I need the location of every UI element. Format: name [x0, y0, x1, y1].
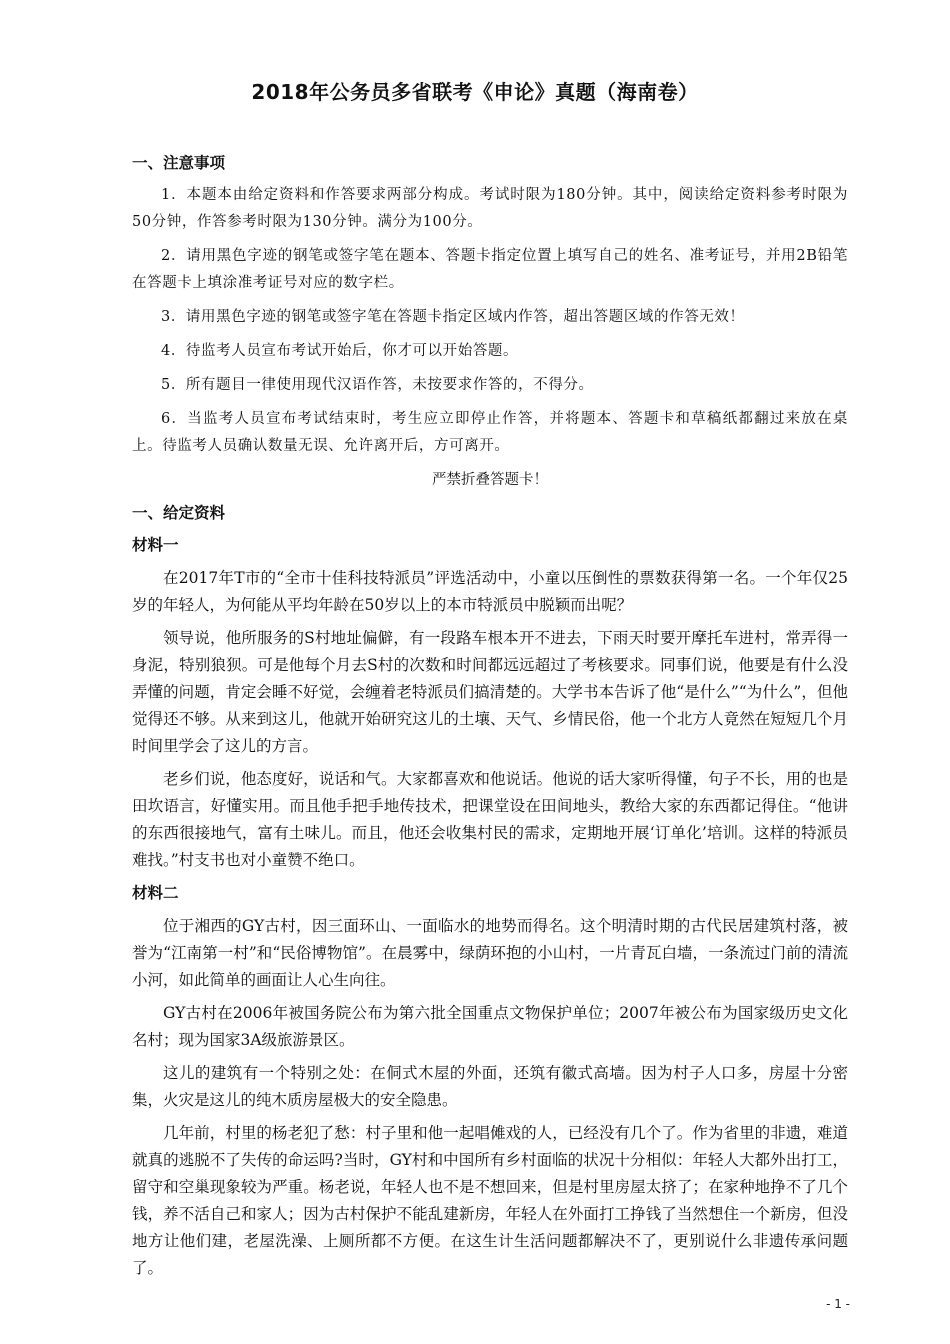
document-body: [132, 150, 848, 1288]
notes-heading: 一、注意事项: [132, 154, 226, 172]
materials-heading: 一、给定资料: [132, 504, 226, 522]
note-item: 5．所有题目一律使用现代汉语作答，未按要求作答的，不得分。: [161, 377, 594, 393]
document-title: 2018年公务员多省联考《申论》真题（海南卷）: [251, 80, 699, 104]
note-item: 2．请用黑色字迹的钢笔或签字笔在题本、答题卡指定位置上填写自己的姓名、准考证号，并用2B铅笔在答题卡上填涂准考证号对应的数字栏。: [132, 248, 848, 291]
material-1-paragraph: 在2017年T市的“全市十佳科技特派员”评选活动中，小童以压倒性的票数获得第一名。一个年仅25岁的年轻人，为何能从平均年龄在50岁以上的本市特派员中脱颖而出呢？: [132, 569, 848, 614]
material-1-heading: 材料一: [132, 536, 179, 554]
material-1-paragraph: 老乡们说，他态度好，说话和气。大家都喜欢和他说话。他说的话大家听得懂，句子不长，用的也是田坎语言，好懂实用。而且他手把手地传技术，把课堂设在田间地头，教给大家的东西都记得住。“他讲的东西很接地气，富有土味儿。而且，他还会收集村民的需求，定期地开展‘订单化’培训。这样的特派员难找。”村支书也对小童赞不绝口。: [132, 770, 848, 869]
material-2-paragraph: 这儿的建筑有一个特别之处：在侗式木屋的外面，还筑有徽式高墙。因为村子人口多，房屋十分密集，火灾是这儿的纯木质房屋极大的安全隐患。: [132, 1064, 848, 1109]
warning-text: 严禁折叠答题卡！: [432, 472, 548, 488]
material-2-heading: 材料二: [132, 884, 179, 902]
note-item: 3．请用黑色字迹的钢笔或签字笔在答题卡指定区域内作答，超出答题区域的作答无效！: [161, 309, 745, 325]
note-item: 6．当监考人员宣布考试结束时，考生应立即停止作答，并将题本、答题卡和草稿纸都翻过来放在桌上。待监考人员确认数量无误、允许离开后，方可离开。: [132, 411, 848, 454]
note-item: 4．待监考人员宣布考试开始后，你才可以开始答题。: [161, 343, 519, 359]
material-1-paragraph: 领导说，他所服务的S村地址偏僻，有一段路车根本开不进去，下雨天时要开摩托车进村，常弄得一身泥，特别狼狈。可是他每个月去S村的次数和时间都远远超过了考核要求。同事们说，他要是有什么没弄懂的问题，肯定会睡不好觉，会缠着老特派员们搞清楚的。大学书本告诉了他“是什么”“为什么”，但他觉得还不够。从来到这儿，他就开始研究这儿的土壤、天气、乡情民俗，他一个北方人竟然在短短几个月时间里学会了这儿的方言。: [132, 629, 848, 755]
material-2-paragraph: 几年前，村里的杨老犯了愁：村子里和他一起唱傩戏的人，已经没有几个了。作为省里的非遗，难道就真的逃脱不了失传的命运吗?当时，GY村和中国所有乡村面临的状况十分相似：年轻人大都外出打工，留守和空巢现象较为严重。杨老说，年轻人也不是不想回来，但是村里房屋太挤了；在家种地挣不了几个钱，养不活自己和家人；因为古村保护不能乱建新房，年轻人在外面打工挣钱了当然想住一个新房，但没地方让他们建，老屋洗澡、上厕所都不方便。在这生计生活问题都解决不了，更别说什么非遗传承问题了。: [132, 1124, 848, 1277]
note-item: 1．本题本由给定资料和作答要求两部分构成。考试时限为180分钟。其中，阅读给定资料参考时限为50分钟，作答参考时限为130分钟。满分为100分。: [132, 187, 848, 230]
material-2-paragraph: 位于湘西的GY古村，因三面环山、一面临水的地势而得名。这个明清时期的古代民居建筑村落，被誉为“江南第一村”和“民俗博物馆”。在晨雾中，绿荫环抱的小山村，一片青瓦白墙，一条流过门前的清流小河，如此简单的画面让人心生向往。: [132, 917, 848, 989]
material-2-paragraph: GY古村在2006年被国务院公布为第六批全国重点文物保护单位；2007年被公布为国家级历史文化名村；现为国家3A级旅游景区。: [132, 1004, 848, 1049]
page-number: - 1 -: [826, 1297, 850, 1311]
